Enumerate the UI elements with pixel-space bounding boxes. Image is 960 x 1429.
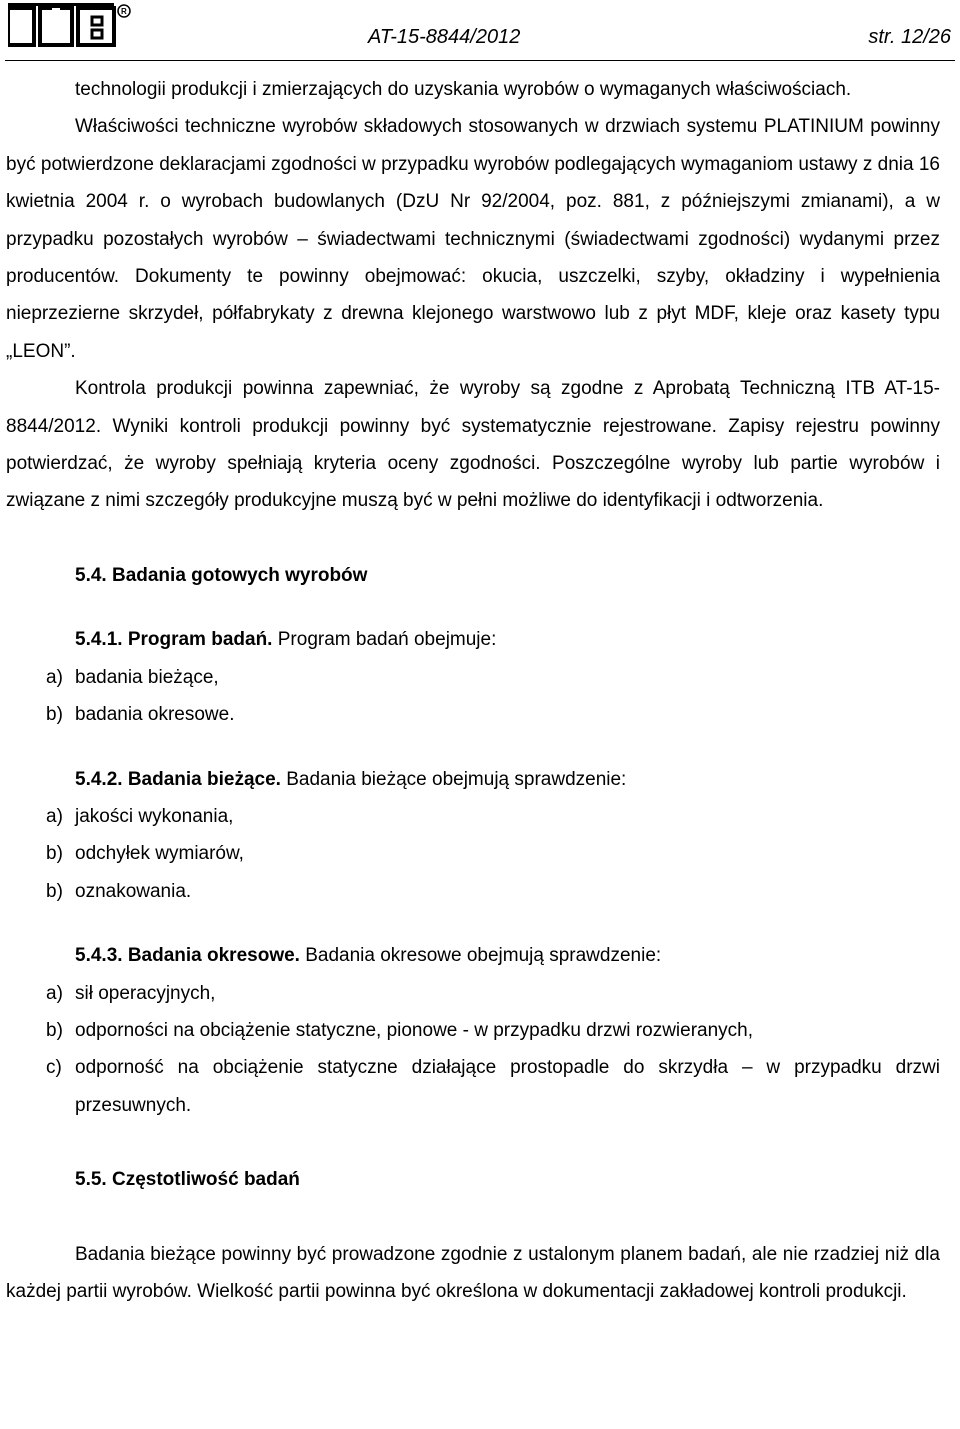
section-5-4-3-text: Badania okresowe obejmują sprawdzenie: — [299, 945, 662, 967]
list-item: b) odchyłek wymiarów, — [46, 843, 244, 865]
section-5-4-1-title: 5.4.1. Program badań. — [75, 629, 273, 651]
section-5-4-3 — [6, 937, 940, 974]
document-number: AT-15-8844/2012 — [368, 26, 521, 48]
list-item: c) odporność na obciążenie statyczne działające prostopadle do skrzydła – w przypadku drzwi przesuwnych. — [46, 1057, 940, 1116]
paragraph-certificates: Właściwości techniczne wyrobów składowych stosowanych w drzwiach systemu PLATINIUM powinny być potwierdzone deklaracjami zgodności w przypadku wyrobów podlegających wymaganiom ustawy z dnia 16 kwietnia 2004 r. o wyrobach budowlanych (DzU Nr 92/2004, poz. 881, z późniejszymi zmianami), a w przypadku pozostałych wyrobów – świadectwami technicznymi (świadectwami zgodności) wydanymi przez producentów. Dokumenty te powinny obejmować: okucia, uszczelki, szyby, okładziny i wypełnienia nieprzezierne skrzydeł, półfabrykaty z drewna klejonego warstwowo lub z płyt MDF, kleje oraz kasety typu „LEON”. — [6, 116, 940, 362]
list-item: b) odporności na obciążenie statyczne, pionowe - w przypadku drzwi rozwieranych, — [46, 1019, 754, 1041]
list-item: a) jakości wykonania, — [46, 805, 234, 827]
paragraph-production-control: Kontrola produkcji powinna zapewniać, że wyroby są zgodne z Aprobatą Techniczną ITB AT-15-8844/2012. Wyniki kontroli produkcji powinny być systematycznie rejestrowane. Zapisy rejestru powinny potwierdzać, że wyroby spełniają kryteria oceny zgodności. Poszczególne wyroby lub partie wyrobów i związane z nimi szczegóły produkcyjne muszą być w pełni możliwe do identyfikacji i odtworzenia. — [6, 378, 940, 512]
page-header — [0, 0, 960, 66]
list-item: b) oznakowania. — [46, 880, 192, 902]
list-item: b) badania okresowe. — [46, 704, 235, 726]
section-5-4-3-title: 5.4.3. Badania okresowe. — [75, 945, 300, 967]
section-5-4-2 — [6, 761, 940, 798]
document-body — [6, 71, 940, 1310]
intro-paragraph: technologii produkcji i zmierzających do uzyskania wyrobów o wymaganych właściwościach. — [75, 79, 852, 100]
section-5-4-2-title: 5.4.2. Badania bieżące. — [75, 768, 281, 790]
section-5-4-1-text: Program badań obejmuje: — [272, 629, 497, 651]
itb-logo-icon — [8, 3, 132, 47]
section-5-4-heading: 5.4. Badania gotowych wyrobów — [75, 564, 368, 586]
header-divider — [5, 60, 955, 61]
section-5-4-2-text: Badania bieżące obejmują sprawdzenie: — [280, 768, 627, 790]
list-item: a) badania bieżące, — [46, 666, 219, 688]
section-5-5-heading: 5.5. Częstotliwość badań — [75, 1169, 300, 1191]
page-number: str. 12/26 — [868, 26, 951, 48]
list-item: a) sił operacyjnych, — [46, 982, 216, 1004]
section-5-4-1 — [6, 621, 940, 658]
paragraph-test-frequency: Badania bieżące powinny być prowadzone zgodnie z ustalonym planem badań, ale nie rzadziej niż dla każdej partii wyrobów. Wielkość partii powinna być określona w dokumentacji zakładowej kontroli produkcji. — [6, 1243, 940, 1302]
svg-text:R: R — [121, 7, 127, 16]
